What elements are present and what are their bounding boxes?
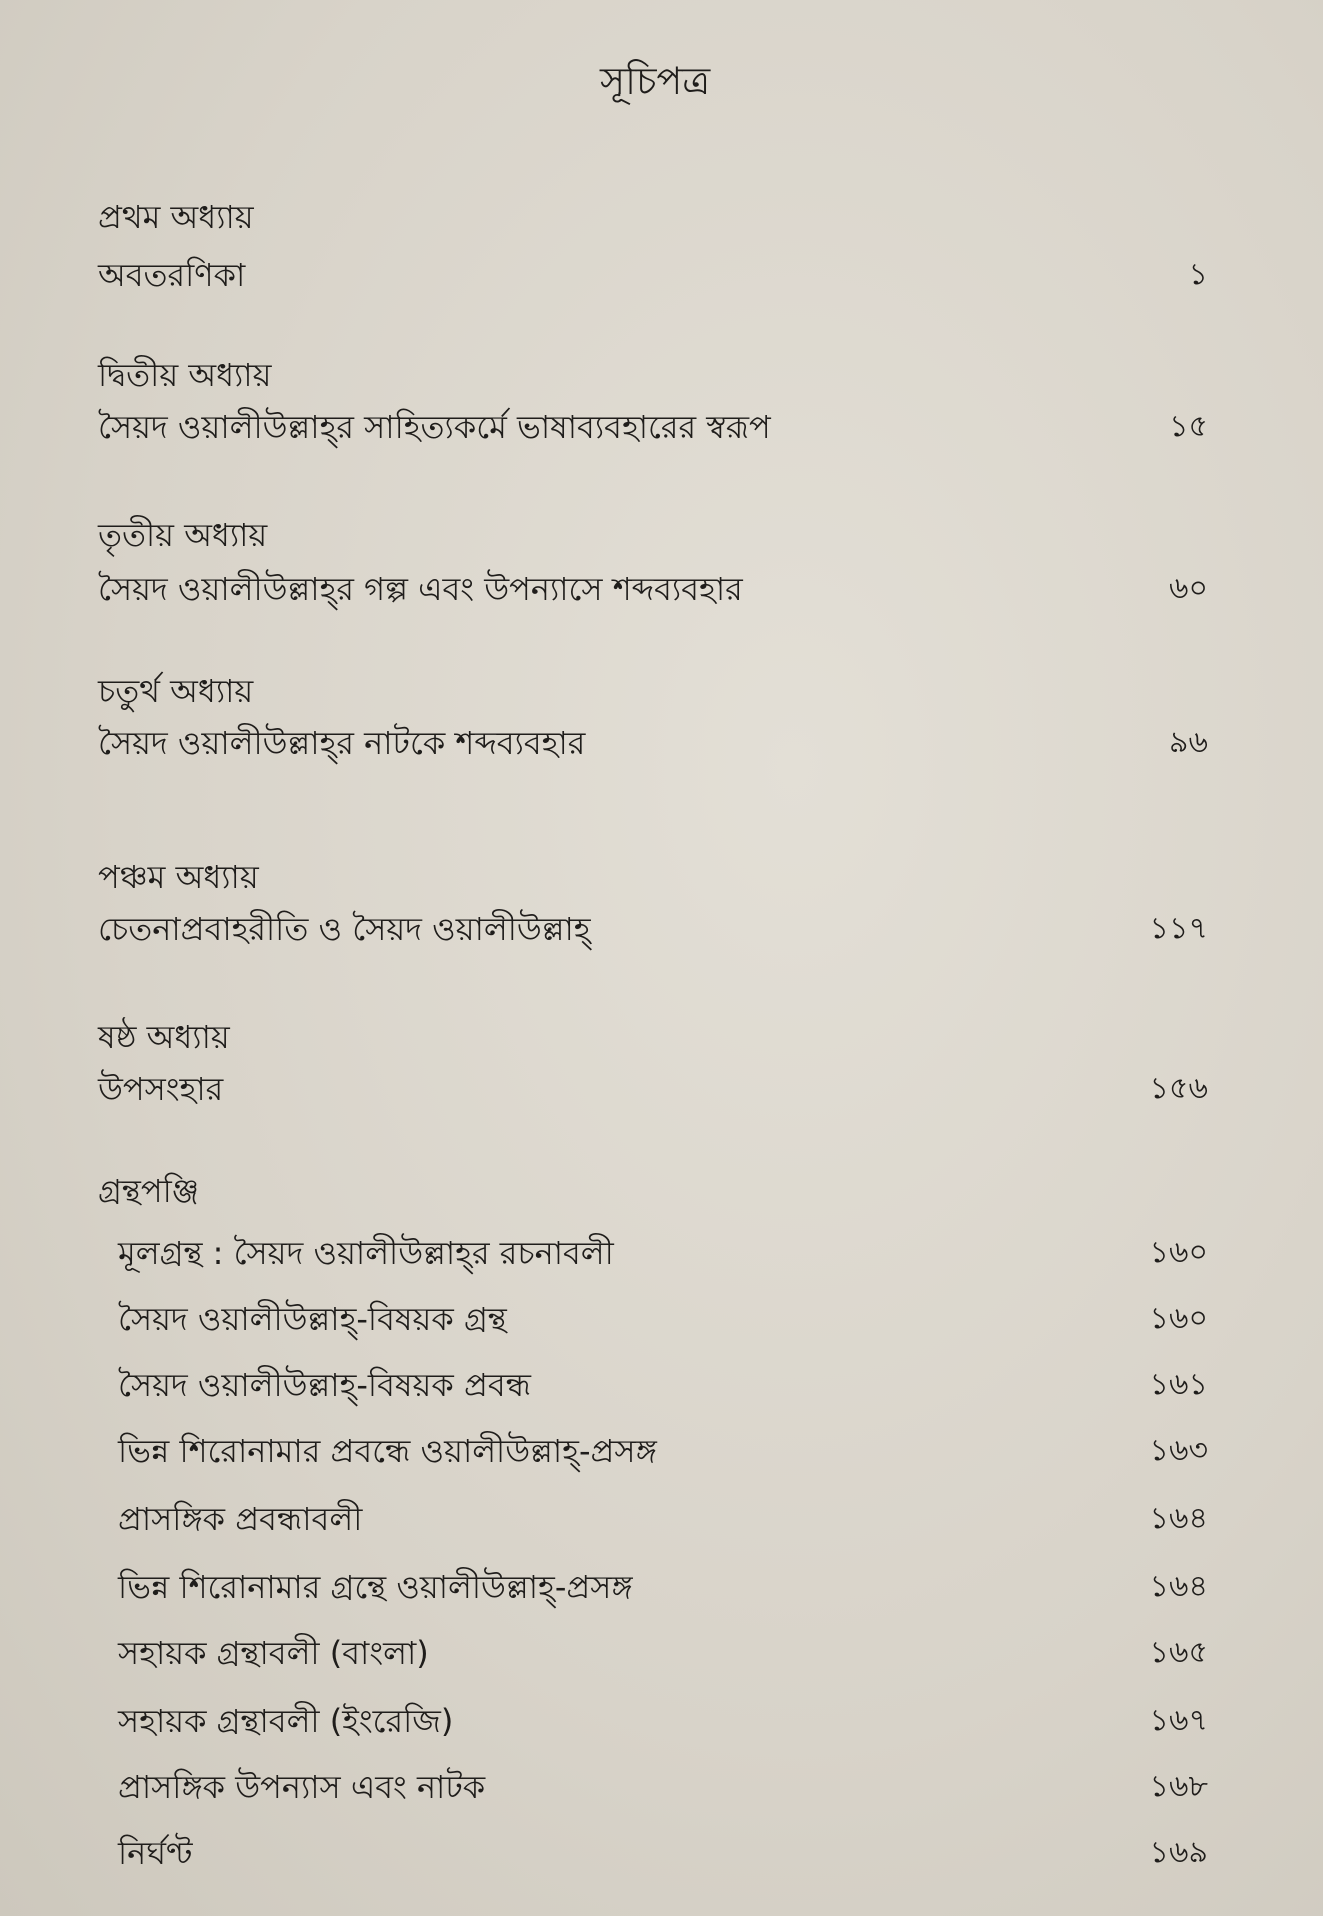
toc-entry-label: সহায়ক গ্রন্থাবলী (বাংলা) — [118, 1634, 429, 1672]
toc-page-number: ১৫ — [1169, 409, 1208, 444]
toc-page-number: ১৬৪ — [1149, 1501, 1208, 1536]
toc-entry[interactable] — [118, 1828, 1238, 1878]
toc-entry[interactable] — [118, 1562, 1238, 1612]
toc-page-number: ১৬৯ — [1149, 1835, 1208, 1870]
toc-entry-label: সৈয়দ ওয়ালীউল্লাহ্‌-বিষয়ক প্রবন্ধ — [118, 1366, 531, 1404]
toc-entry[interactable] — [118, 1360, 1238, 1410]
toc-entry-label: সহায়ক গ্রন্থাবলী (ইংরেজি) — [118, 1702, 454, 1740]
toc-page-number: ৯৬ — [1169, 725, 1208, 760]
chapter-heading: প্রথম অধ্যায় — [98, 198, 254, 236]
toc-entry-label: সৈয়দ ওয়ালীউল্লাহ্‌র সাহিত্যকর্মে ভাষাব্যবহারের স্বরূপ — [98, 408, 771, 446]
toc-page-number: ১৬৩ — [1149, 1433, 1208, 1468]
toc-entry[interactable] — [98, 718, 1238, 768]
toc-entry-label: সৈয়দ ওয়ালীউল্লাহ্‌র নাটকে শব্দব্যবহার — [98, 724, 586, 762]
toc-page-number: ১৬৪ — [1149, 1569, 1208, 1604]
chapter-heading: পঞ্চম অধ্যায় — [98, 858, 259, 896]
toc-entry-label: ভিন্ন শিরোনামার গ্রন্থে ওয়ালীউল্লাহ্‌-প্রসঙ্গ — [118, 1568, 633, 1606]
toc-entry-label: অবতরণিকা — [98, 256, 246, 294]
toc-entry[interactable] — [118, 1228, 1238, 1278]
toc-page-number: ১৬৭ — [1149, 1703, 1208, 1738]
toc-entry[interactable] — [98, 250, 1238, 300]
toc-entry[interactable] — [118, 1696, 1238, 1746]
toc-entry-label: ভিন্ন শিরোনামার প্রবন্ধে ওয়ালীউল্লাহ্‌-প্রসঙ্গ — [118, 1432, 657, 1470]
toc-entry[interactable] — [98, 402, 1238, 452]
toc-entry-label: প্রাসঙ্গিক প্রবন্ধাবলী — [118, 1500, 363, 1538]
toc-entry-label: সৈয়দ ওয়ালীউল্লাহ্‌র গল্প এবং উপন্যাসে শব্দব্যবহার — [98, 570, 743, 608]
toc-page-number: ১১৭ — [1149, 911, 1208, 946]
chapter-heading: দ্বিতীয় অধ্যায় — [98, 356, 272, 394]
toc-page-number: ৬০ — [1168, 571, 1208, 606]
toc-page-number: ১ — [1188, 257, 1208, 292]
toc-entry-label: নির্ঘণ্ট — [118, 1834, 193, 1872]
chapter-heading: চতুর্থ অধ্যায় — [98, 672, 254, 710]
toc-entry[interactable] — [98, 1064, 1238, 1114]
toc-page-number: ১৫৬ — [1149, 1071, 1208, 1106]
toc-page-number: ১৬০ — [1149, 1235, 1208, 1270]
toc-entry[interactable] — [118, 1426, 1238, 1476]
chapter-heading: তৃতীয় অধ্যায় — [98, 516, 268, 554]
toc-entry[interactable] — [118, 1494, 1238, 1544]
toc-entry[interactable] — [118, 1294, 1238, 1344]
toc-entry-label: চেতনাপ্রবাহরীতি ও সৈয়দ ওয়ালীউল্লাহ্‌ — [98, 910, 591, 948]
toc-entry[interactable] — [118, 1762, 1238, 1812]
toc-page-number: ১৬১ — [1149, 1367, 1208, 1402]
bibliography-heading: গ্রন্থপঞ্জি — [98, 1172, 200, 1210]
toc-entry-label: সৈয়দ ওয়ালীউল্লাহ্‌-বিষয়ক গ্রন্থ — [118, 1300, 507, 1338]
toc-page-number: ১৬৮ — [1149, 1769, 1208, 1804]
toc-entry-label: মূলগ্রন্থ : সৈয়দ ওয়ালীউল্লাহ্‌র রচনাবলী — [118, 1234, 614, 1272]
toc-entry-label: উপসংহার — [98, 1070, 224, 1108]
toc-page-number: ১৬০ — [1149, 1301, 1208, 1336]
toc-entry[interactable] — [118, 1628, 1238, 1678]
chapter-heading: ষষ্ঠ অধ্যায় — [98, 1018, 230, 1056]
page-title: সূচিপত্র — [600, 59, 711, 103]
toc-page-number: ১৬৫ — [1149, 1635, 1208, 1670]
toc-entry[interactable] — [98, 564, 1238, 614]
toc-entry-label: প্রাসঙ্গিক উপন্যাস এবং নাটক — [118, 1768, 486, 1806]
toc-entry[interactable] — [98, 904, 1238, 954]
